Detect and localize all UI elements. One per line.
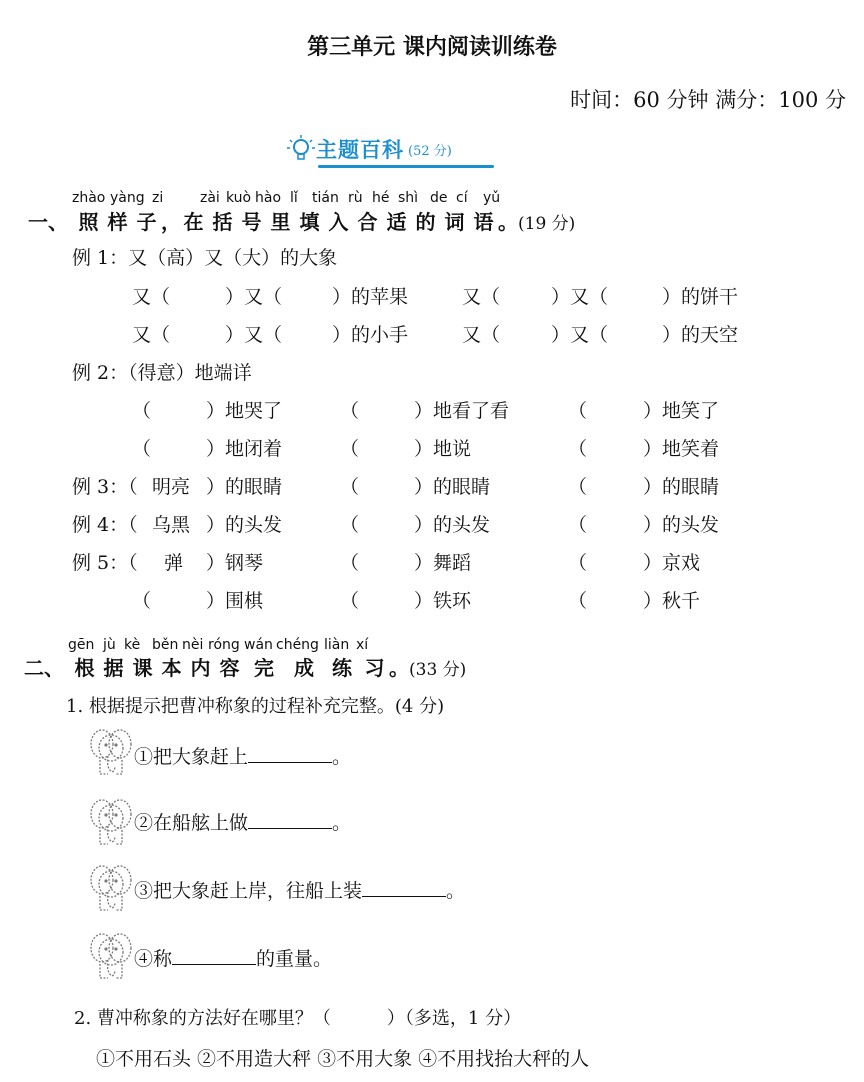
ex5-open2[interactable]: （ [340,552,360,574]
pinyin: hào [255,190,282,206]
ex2-r1-open2[interactable]: （ [340,400,360,422]
section-number: 一、 [28,210,68,234]
step-4-blank[interactable] [172,950,256,965]
ex2-r2-word3: ）地笑着 [643,438,720,460]
section-score: (33 分) [409,660,467,680]
step-1-text: ①把大象赶上 [134,746,249,768]
ex5-r2-word2: ）铁环 [414,590,472,612]
ex1-r1-c6: ）的饼干 [662,286,739,308]
section1-heading [28,206,575,235]
section-score: (19 分) [518,214,576,234]
step-1 [134,742,351,769]
question-1: 1. 根据提示把曹冲称象的过程补充完整。(4 分) [66,696,445,717]
question-2-text: 2. 曹冲称象的方法好在哪里？（ [74,1008,331,1029]
ex2-r2-open3[interactable]: （ [568,438,588,460]
ex1-r1-c1[interactable]: 又（ [132,286,171,308]
heading-char: 语 [473,210,494,234]
pinyin: jù [103,637,116,653]
heading-char: 据 [103,656,124,680]
heading-char: 练 [332,656,352,680]
banner-score: (52 分) [408,143,452,159]
ex5-r2-open1[interactable]: （ [132,590,152,612]
ex2-r1-open1[interactable]: （ [132,400,152,422]
pinyin: zài [200,190,220,206]
step-4 [134,944,332,971]
ex1-r1-c3: ）的苹果 [332,286,409,308]
ex5-word3: ）京戏 [643,552,701,574]
elephant-icon [88,796,134,848]
pinyin: zi [152,190,164,206]
example-1-label: 例 1：又（高）又（大）的大象 [72,247,338,269]
ex2-r2-word2: ）地说 [414,438,472,460]
pinyin: nèi [182,637,204,653]
heading-char: 入 [328,210,349,234]
heading-char: 成 [294,656,314,680]
pinyin: róng [208,637,240,653]
ex1-r2-c4[interactable]: 又（ [462,324,501,346]
ex1-r2-c6: ）的天空 [662,324,739,346]
pinyin: xí [356,637,369,653]
ex1-r1-c5[interactable]: ）又（ [551,286,609,308]
step-3 [134,876,465,903]
elephant-icon [88,726,134,778]
ex4-open3[interactable]: （ [568,514,588,536]
heading-char: 本 [161,656,182,680]
step-2 [134,808,351,835]
pinyin: wán [244,637,273,653]
question-2-options: ①不用石头 ②不用造大秤 ③不用大象 ④不用找抬大秤的人 [96,1048,590,1070]
time-score-info: 时间：60 分钟 满分：100 分 [570,88,846,112]
ex2-r1-word1: ）地哭了 [206,400,283,422]
ex2-r1-open3[interactable]: （ [568,400,588,422]
ex2-r2-word1: ）地闭着 [206,438,283,460]
heading-char: 的 [415,210,436,234]
ex2-r2-open1[interactable]: （ [132,438,152,460]
pinyin: yàng [110,190,145,206]
pinyin: liàn [324,637,350,653]
example-5-word: 弹 [164,552,184,574]
example-5-label: 例 5：（ [72,552,138,574]
heading-char: 在 [183,210,204,234]
step-4-end: 的重量。 [256,948,333,970]
banner-title: 主题百科 [316,138,404,162]
ex2-r2-open2[interactable]: （ [340,438,360,460]
heading-char: 子 [136,210,157,234]
step-4-text: ④称 [134,948,173,970]
ex5-r2-open3[interactable]: （ [568,590,588,612]
ex5-r2-open2[interactable]: （ [340,590,360,612]
ex1-r2-c5[interactable]: ）又（ [551,324,609,346]
heading-char: 。 [498,210,518,234]
ex1-r1-c4[interactable]: 又（ [462,286,501,308]
ex3-word3: ）的眼睛 [643,476,720,498]
question-2-tail: ）（多选，1 分） [386,1008,522,1029]
example-3-rest: ）的眼睛 [206,476,283,498]
pinyin: kè [124,637,141,653]
ex4-word3: ）的头发 [643,514,720,536]
heading-char: 合 [357,210,378,234]
pinyin: zhào [72,190,106,206]
example-5-rest: ）钢琴 [206,552,264,574]
theme-banner [286,134,452,164]
question-2 [74,1004,521,1030]
pinyin: běn [152,637,179,653]
heading-char: 样 [107,210,128,234]
heading-char: 课 [132,656,153,680]
step-3-end: 。 [446,880,466,902]
pinyin: gēn [68,637,95,653]
ex5-open3[interactable]: （ [568,552,588,574]
heading-char: 里 [270,210,291,234]
step-1-end: 。 [332,746,352,768]
example-4-rest: ）的头发 [206,514,283,536]
section-number: 二、 [24,656,64,680]
ex3-word2: ）的眼睛 [414,476,491,498]
pinyin: rù [348,190,363,206]
banner-underline [318,165,494,168]
pinyin: chéng [276,637,319,653]
ex3-open3[interactable]: （ [568,476,588,498]
heading-char: 照 [78,210,99,234]
ex5-r2-word3: ）秋千 [643,590,701,612]
pinyin: hé [372,190,390,206]
heading-char: 。 [389,656,409,680]
pinyin: tián [312,190,339,206]
ex2-r1-word2: ）地看了看 [414,400,510,422]
pinyin: kuò [226,190,252,206]
ex5-word2: ）舞蹈 [414,552,472,574]
pinyin: shì [398,190,419,206]
heading-char: 填 [299,210,320,234]
step-1-blank[interactable] [248,748,332,763]
example-4-word: 乌黑 [152,514,191,536]
elephant-icon [88,930,134,982]
ex1-r2-c3: ）的小手 [332,324,409,346]
pinyin: cí [456,190,468,206]
lightbulb-icon [286,134,316,164]
step-3-blank[interactable] [362,882,446,897]
heading-char: 容 [219,656,240,680]
ex1-r2-c1[interactable]: 又（ [132,324,171,346]
heading-char: 根 [74,656,95,680]
heading-char: 适 [386,210,407,234]
example-4-label: 例 4：（ [72,514,138,536]
ex4-open2[interactable]: （ [340,514,360,536]
step-2-text: ②在船舷上做 [134,812,249,834]
ex1-r2-c2[interactable]: ）又（ [225,324,283,346]
page-title: 第三单元 课内阅读训练卷 [307,35,557,60]
step-2-end: 。 [332,812,352,834]
ex5-r2-word1: ）围棋 [206,590,264,612]
pinyin: lǐ [290,190,298,206]
ex2-r1-word3: ）地笑了 [643,400,720,422]
heading-char: 习 [364,656,385,680]
example-3-label: 例 3：（ [72,476,138,498]
example-2-label: 例 2：（得意）地端详 [72,362,252,384]
pinyin: de [430,190,448,206]
heading-char: 词 [444,210,465,234]
heading-char: 内 [190,656,211,680]
example-3-word: 明亮 [152,476,191,498]
heading-char: 完 [254,656,274,680]
section2-heading [24,652,466,681]
heading-char: 号 [241,210,262,234]
step-2-blank[interactable] [248,814,332,829]
step-3-text: ③把大象赶上岸，往船上装 [134,880,363,902]
ex4-word2: ）的头发 [414,514,491,536]
heading-char: 括 [212,210,233,234]
pinyin: yǔ [483,190,501,206]
heading-char: ， [161,210,181,234]
elephant-icon [88,862,134,914]
ex1-r1-c2[interactable]: ）又（ [225,286,283,308]
ex3-open2[interactable]: （ [340,476,360,498]
